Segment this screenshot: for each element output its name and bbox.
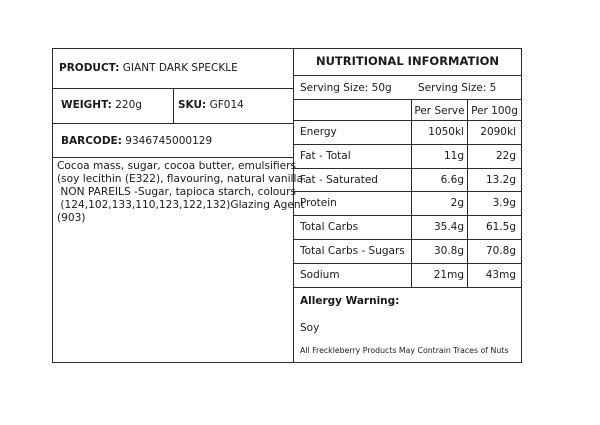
per-100g-value: 13.2g — [485, 173, 516, 186]
weight-cell — [53, 89, 174, 123]
per-serve-value: 11g — [412, 145, 468, 168]
serving-row — [294, 76, 521, 100]
allergy-note: All Freckleberry Products May Contrain Traces of Nuts — [300, 346, 509, 355]
nutrition-row — [294, 240, 521, 264]
product-label-key: PRODUCT: — [59, 62, 120, 74]
weight-label: WEIGHT: — [61, 99, 112, 111]
per-100g-value: 70.8g — [485, 245, 516, 257]
nutrition-title: NUTRITIONAL INFORMATION — [294, 49, 521, 76]
product-row — [53, 49, 293, 89]
per-100g-value: 61.5g — [485, 221, 516, 234]
nutrition-row — [294, 145, 521, 169]
product-label — [52, 48, 522, 363]
per-serve-value: 2g — [412, 192, 468, 215]
allergy-section — [294, 288, 521, 364]
nutrient-name: Protein — [294, 192, 412, 215]
per-serve-value: 1050kl — [412, 121, 468, 144]
per-100g-value: 3.9g — [492, 197, 516, 210]
nutrition-row — [294, 169, 521, 193]
sku-label: SKU: — [178, 99, 207, 111]
nutrition-row — [294, 264, 521, 288]
nutrition-row — [294, 216, 521, 240]
sku-value: GF014 — [209, 99, 244, 111]
per-serve-value: 30.8g — [412, 240, 468, 263]
nutrient-name: Energy — [294, 121, 412, 144]
nutrient-name: Fat - Saturated — [294, 169, 412, 192]
barcode-label: BARCODE: — [61, 135, 122, 147]
nutrition-row — [294, 121, 521, 145]
per-serve-value: 21mg — [412, 264, 468, 287]
allergy-value: Soy — [300, 322, 320, 334]
product-details-panel — [53, 49, 307, 362]
nutrient-name: Total Carbs - Sugars — [294, 240, 412, 263]
weight-value: 220g — [115, 99, 142, 111]
barcode-row — [53, 124, 293, 158]
barcode-value: 9346745000129 — [125, 135, 213, 147]
per-100g-value: 2090kl — [480, 126, 516, 138]
per-100g-value: 22g — [495, 149, 516, 162]
ingredients-text: Cocoa mass, sugar, cocoa butter, emulsifiers (soy lecithin (E322), flavouring, natural vanilla. NON PAREILS -Sugar, tapioca starch, colours (124,102,133,110,123,122,132)Glazing Agent (903) — [57, 160, 307, 224]
allergy-title: Allergy Warning: — [300, 295, 400, 307]
per-serve-header: Per Serve — [412, 100, 468, 120]
serving-size: Serving Size: 50g — [300, 82, 392, 94]
weight-sku-row — [53, 89, 293, 124]
per-serve-value: 35.4g — [412, 216, 468, 239]
product-name: GIANT DARK SPECKLE — [122, 62, 238, 74]
per-serve-value: 6.6g — [412, 169, 468, 192]
nutrition-header-row — [294, 100, 521, 121]
nutrient-name: Sodium — [294, 264, 412, 287]
nutrient-name: Total Carbs — [294, 216, 412, 239]
per-100g-value: 43mg — [485, 268, 516, 281]
nutrient-header-blank — [294, 100, 412, 120]
per-100g-header: Per 100g — [471, 105, 518, 117]
nutrient-name: Fat - Total — [294, 145, 412, 168]
sku-cell — [174, 89, 244, 123]
nutrition-row — [294, 192, 521, 216]
nutrition-panel — [294, 49, 521, 362]
servings-count: Serving Size: 5 — [418, 82, 497, 94]
